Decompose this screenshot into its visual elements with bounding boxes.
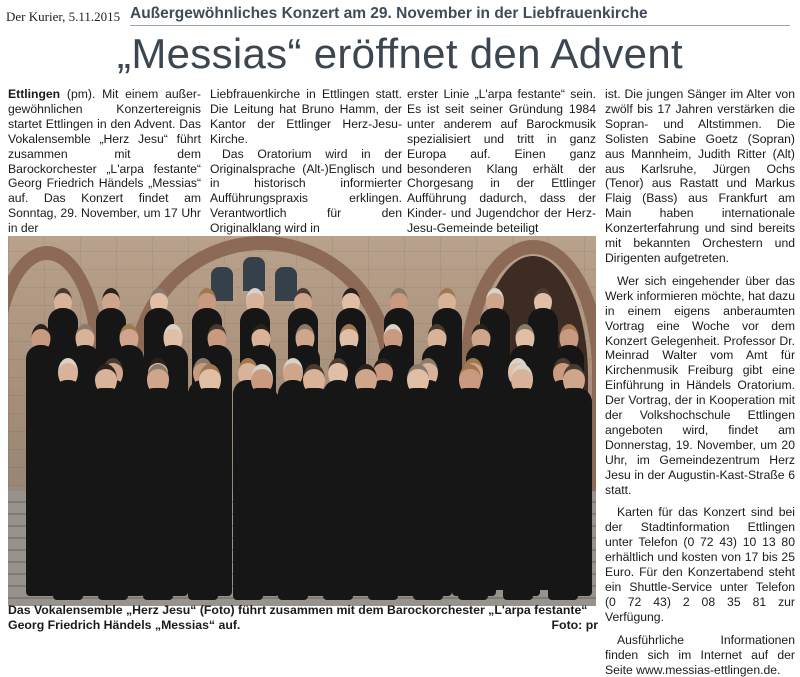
- article-kicker: Außergewöhnliches Konzert am 29. November in der Liebfrauenkirche: [130, 5, 790, 26]
- paragraph: ist. Die jungen Sänger im Alter von zwölf bis 17 Jahren verstärken die Sopran- und Altstimmen. Die Solisten Sabine Goetz (Sopran) aus Mannheim, Judith Ritter (Alt) aus Karlsruhe, Jürgen Ochs (Tenor) aus Rastatt und Markus Flaig (Bass) aus Frankfurt am Main haben internationale Konzerterfahrung und sind bereits mit bekannten Orchestern und Dirigenten aufgetreten.: [605, 87, 795, 265]
- article-column-4: [605, 87, 795, 677]
- newspaper-source: Der Kurier, 5.11.2015: [6, 9, 121, 24]
- choir-singer: [296, 364, 332, 594]
- choir-singer: [504, 364, 540, 594]
- choir-singer: [88, 364, 124, 594]
- singer-body: [296, 388, 332, 596]
- paragraph: Liebfrauenkirche in Ettlingen statt. Die Leitung hat Bruno Hamm, der Kantor der Ettlinger Herz-Jesu-Kirche.: [210, 87, 402, 146]
- singer-body: [244, 388, 280, 596]
- choir-singer: [400, 364, 436, 594]
- singer-body: [26, 345, 56, 596]
- choir-singer: [192, 364, 228, 594]
- singer-body: [452, 388, 488, 596]
- choir-singer: [452, 364, 488, 594]
- paragraph: [8, 87, 201, 236]
- paragraph: erster Linie „L'arpa festante“ sein. Es ist seit seiner Gründung 1984 unter anderem auf Barockmusik spezialisiert und tritt in ganz Europa auf. Einen ganz besonderen Klang erhält der Chorgesang in der Ettlinger Aufführung dadurch, dass der Kinder- und Jugendchor der Herz-Jesu-Gemeinde beteiligt: [407, 87, 596, 236]
- singer-body: [53, 380, 83, 600]
- photo-credit: Foto: pr: [551, 618, 598, 632]
- singer-body: [88, 388, 124, 596]
- singer-body: [348, 388, 384, 596]
- singer-body: [192, 388, 228, 596]
- choir-singer: [140, 364, 176, 594]
- article-column-3: [407, 87, 596, 236]
- choir-singer: [348, 364, 384, 594]
- article-column-1: [8, 87, 201, 236]
- choir-singer: [244, 364, 280, 594]
- choir-singer: [26, 324, 56, 594]
- caption-text: Das Vokalensemble „Herz Jesu“ (Foto) führt zusammen mit dem Barockorchester „L'arpa festante“ Georg Friedrich Händels „Messias“ auf.: [8, 603, 588, 632]
- dateline: Ettlingen: [8, 87, 61, 101]
- singer-body: [400, 388, 436, 596]
- article-headline: „Messias“ eröffnet den Advent: [117, 30, 683, 77]
- choir-singer: [556, 364, 592, 594]
- paragraph-text: (pm). Mit einem außer-gewöhnlichen Konzertereignis startet Ettlingen in den Advent. Das Vokalensemble „Herz Jesu“ führt zusammen mit dem Barockorchester „L'arpa festante“ Georg Friedrich Händels „Messias“ auf. Das Konzert findet am Sonntag, 29. November, um 17 Uhr in der: [8, 87, 201, 236]
- paragraph: Ausführliche Informationen finden sich im Internet auf der Seite www.messias-ettlingen.de.: [605, 632, 795, 677]
- choir-singer: [53, 358, 83, 598]
- singer-body: [140, 388, 176, 596]
- paragraph: Wer sich eingehender über das Werk informieren möchte, hat dazu in einem eigens anberaumten Vortrag eine Woche vor dem Konzert Gelegenheit. Professor Dr. Meinrad Walter vom Amt für Kirchenmusik Freiburg gibt eine Einführung in Händels Oratorium. Der Vortrag, der in Kooperation mit der Volkshochschule Ettlingen angeboten wird, findet am Donnerstag, 19. November, um 20 Uhr, im Gemeindezentrum Herz Jesu in der Augustin-Kast-Straße 6 statt.: [605, 273, 795, 497]
- photo-caption: [8, 603, 598, 633]
- paragraph: Das Oratorium wird in der Originalsprache (Alt-)Englisch und in historisch informierter Aufführungspraxis erklingen. Verantwortlich für den Originalklang wird in: [210, 146, 402, 236]
- choir-photo: [8, 236, 596, 606]
- article-column-2: [210, 87, 402, 236]
- paragraph: Karten für das Konzert sind bei der Stadtinformation Ettlingen unter Telefon (0 72 43) 10 13 80 erhältlich und kosten von 17 bis 25 Euro. Für den Konzertabend steht ein Shuttle-Service unter Telefon (0 72 43) 2 08 35 81 zur Verfügung.: [605, 505, 795, 624]
- singer-body: [504, 388, 540, 596]
- singer-body: [556, 388, 592, 596]
